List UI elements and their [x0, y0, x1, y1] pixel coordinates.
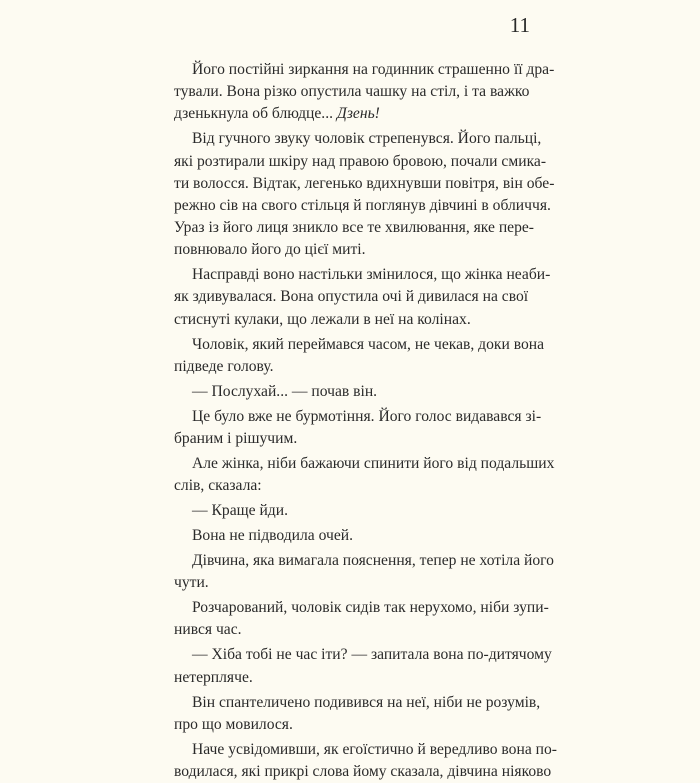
- line-text: Вона не підводила очей.: [192, 527, 354, 545]
- text-line: [174, 103, 526, 125]
- text-line: [174, 334, 545, 356]
- line-text: слів, сказала:: [174, 477, 262, 495]
- line-text: які розтирали шкіру над правою бровою, почали смика-: [174, 152, 547, 170]
- text-line: [174, 550, 554, 572]
- line-text: — Хіба тобі не час іти? — запитала вона по-дитячому: [192, 646, 552, 664]
- text-line: [174, 59, 555, 81]
- line-text: Він спантеличено подивився на неї, ніби не розумів,: [192, 693, 541, 711]
- text-line: [174, 406, 542, 428]
- text-line: [174, 309, 526, 331]
- line-text: стиснуті кулаки, що лежали в неї на колінах.: [174, 310, 471, 328]
- text-line: [174, 761, 552, 783]
- text-line: [174, 619, 526, 641]
- line-text: Його постійні зиркання на годинник страшенно її дра-: [192, 61, 555, 78]
- text-line: [174, 195, 551, 217]
- line-text: браним і рішучим.: [174, 429, 298, 447]
- line-text: тували. Вона різко опустила чашку на стіл, і та важко: [174, 83, 530, 101]
- text-line: [174, 428, 526, 450]
- text-line: [174, 692, 541, 714]
- text-line: [174, 739, 557, 761]
- text-line: [174, 597, 549, 619]
- text-line: [174, 151, 547, 173]
- text-line: [174, 525, 526, 547]
- line-text: ти волосся. Відтак, легенько вдихнувши повітря, він обе-: [174, 174, 555, 192]
- text-line: [174, 714, 526, 736]
- line-text: водилася, які прикрі слова йому сказала, дівчина ніяково: [174, 762, 552, 780]
- emphasis-text: Дзень!: [336, 105, 380, 123]
- text-line: [174, 667, 526, 689]
- line-text: Від гучного звуку чоловік стрепенувся. Його пальці,: [192, 130, 542, 148]
- text-line: [174, 217, 534, 239]
- line-text: підведе голову.: [174, 357, 274, 375]
- text-line: [174, 264, 551, 286]
- line-text: Наче усвідомивши, як егоїстично й вередливо вона по-: [192, 740, 557, 758]
- line-text: — Послухай... — почав він.: [192, 382, 378, 400]
- line-text: Насправді воно настільки змінилося, що жінка неаби-: [192, 266, 551, 284]
- line-text: про що мовилося.: [174, 715, 293, 733]
- text-line: [174, 475, 526, 497]
- line-text: Розчарований, чоловік сидів так нерухомо, ніби зупи-: [192, 599, 549, 617]
- line-text: Але жінка, ніби бажаючи спинити його від подальших: [192, 454, 555, 472]
- line-text: Дівчина, яка вимагала пояснення, тепер не хотіла його: [192, 552, 554, 570]
- text-line: [174, 173, 555, 195]
- text-line: [174, 381, 526, 403]
- text-line: [174, 128, 542, 150]
- line-text: Ураз із його лиця зникло все те хвилювання, яке пере-: [174, 219, 534, 237]
- line-text: нетерпляче.: [174, 668, 253, 686]
- text-line: [174, 239, 526, 261]
- text-line: [174, 286, 529, 308]
- line-text: Чоловік, який переймався часом, не чекав, доки вона: [192, 335, 545, 353]
- text-line: [174, 356, 526, 378]
- line-text: чути.: [174, 574, 209, 592]
- line-text: як здивувалася. Вона опустила очі й дивилася на свої: [174, 288, 529, 306]
- line-text: — Краще йди.: [192, 502, 288, 520]
- line-text: дзенькнула об блюдце...: [174, 105, 334, 123]
- line-text: нився час.: [174, 621, 242, 639]
- line-text: Це було вже не бурмотіння. Його голос видавався зі-: [192, 407, 542, 425]
- body-text: [174, 59, 557, 783]
- text-line: [174, 644, 552, 666]
- text-line: [174, 81, 530, 103]
- line-text: режно сів на свого стільця й поглянув дівчині в обличчя.: [174, 196, 551, 214]
- text-line: [174, 453, 555, 475]
- page-number: 11: [509, 13, 530, 37]
- line-text: повнювало його до цієї миті.: [174, 241, 366, 259]
- text-line: [174, 572, 526, 594]
- text-line: [174, 500, 526, 522]
